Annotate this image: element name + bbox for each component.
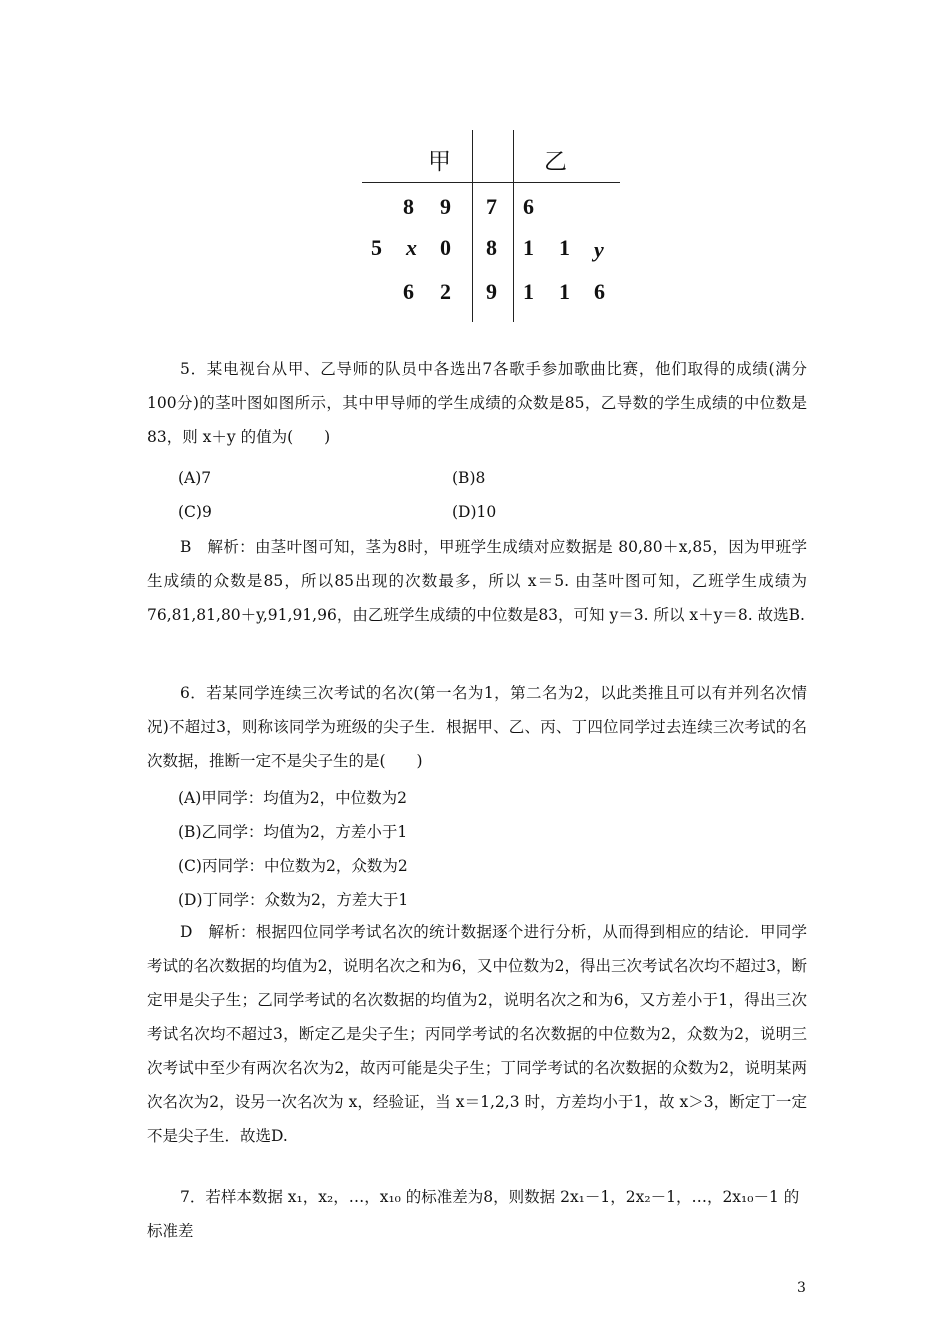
leaf-left: 0 [440, 235, 451, 260]
leaf-right: 6 [594, 279, 605, 304]
leaf-left: 8 [403, 194, 414, 219]
leaf-left: 6 [403, 279, 414, 304]
question-7-text: 7．若样本数据 x₁，x₂，…，x₁₀ 的标准差为8，则数据 2x₁－1，2x₂－1，…，2x₁₀－1 的标准差 [147, 1188, 800, 1240]
q5-option-a: (A)7 [178, 469, 212, 487]
question-5 [147, 352, 807, 454]
vertical-rule-right [513, 130, 514, 322]
leaf-right: 1 [523, 279, 534, 304]
leaf-right: 1 [523, 235, 534, 260]
question-7 [147, 1180, 807, 1248]
leaf-right: 6 [523, 194, 534, 219]
q6-solution-text: D 解析：根据四位同学考试名次的统计数据逐个进行分析，从而得到相应的结论．甲同学考试的名次数据的均值为2，说明名次之和为6，又中位数为2，得出三次考试名次均不超过3，断定甲是尖子生；乙同学考试的名次数据的均值为2，说明名次之和为6，又方差小于1，得出三次考试名次均不超过3，断定乙是尖子生；丙同学考试的名次数据的中位数为2，众数为2，说明三次考试中至少有两次名次为2，故丙可能是尖子生；丁同学考试的名次数据的众数为2，说明某两次名次为2，设另一次名次为 x，经验证，当 x＝1,2,3 时，方差均小于1，故 x＞3，断定丁一定不是尖子生．故选D. [147, 923, 807, 1145]
leaf-right: 1 [559, 279, 570, 304]
horizontal-rule [362, 182, 620, 183]
header-jia: 甲 [428, 149, 451, 174]
q5-solution-text: B 解析：由茎叶图可知，茎为8时，甲班学生成绩对应数据是 80,80＋x,85，因为甲班学生成绩的众数是85，所以85出现的次数最多，所以 x＝5. 由茎叶图可知，乙班学生成绩为 76,81,81,80＋y,91,91,96，由乙班学生成绩的中位数是83，可知 y＝3. 所以 x＋y＝8. 故选B. [147, 538, 807, 624]
q5-option-d: (D)10 [452, 503, 497, 521]
header-yi: 乙 [544, 149, 567, 174]
leaf-right: 1 [559, 235, 570, 260]
question-6-text: 6．若某同学连续三次考试的名次(第一名为1，第二名为2，以此类推且可以有并列名次情况)不超过3，则称该同学为班级的尖子生．根据甲、乙、丙、丁四位同学过去连续三次考试的名次数据，推断一定不是尖子生的是( ) [147, 684, 807, 770]
q5-option-b: (B)8 [452, 469, 486, 487]
stem: 9 [486, 279, 497, 304]
leaf-left: 9 [440, 194, 451, 219]
question-6-solution [147, 915, 807, 1153]
stem: 8 [486, 235, 497, 260]
page-number: 3 [797, 1280, 806, 1296]
q6-option-c: (C)丙同学：中位数为2，众数为2 [178, 857, 408, 875]
leaf-left: 2 [440, 279, 451, 304]
leaf-right-y: y [594, 237, 604, 262]
leaf-left-x: x [406, 235, 417, 260]
leaf-left: 5 [371, 235, 382, 260]
stem-and-leaf-plot [362, 130, 622, 322]
question-5-solution [147, 530, 807, 632]
q5-option-c: (C)9 [178, 503, 212, 521]
vertical-rule-left [472, 130, 473, 322]
q6-option-a: (A)甲同学：均值为2，中位数为2 [178, 789, 408, 807]
stem: 7 [486, 194, 497, 219]
q6-option-d: (D)丁同学：众数为2，方差大于1 [178, 891, 409, 909]
question-6 [147, 676, 807, 778]
question-5-text: 5．某电视台从甲、乙导师的队员中各选出7各歌手参加歌曲比赛，他们取得的成绩(满分100分)的茎叶图如图所示，其中甲导师的学生成绩的众数是85，乙导数的学生成绩的中位数是83，则 x＋y 的值为( ) [147, 360, 807, 446]
q6-option-b: (B)乙同学：均值为2，方差小于1 [178, 823, 408, 841]
